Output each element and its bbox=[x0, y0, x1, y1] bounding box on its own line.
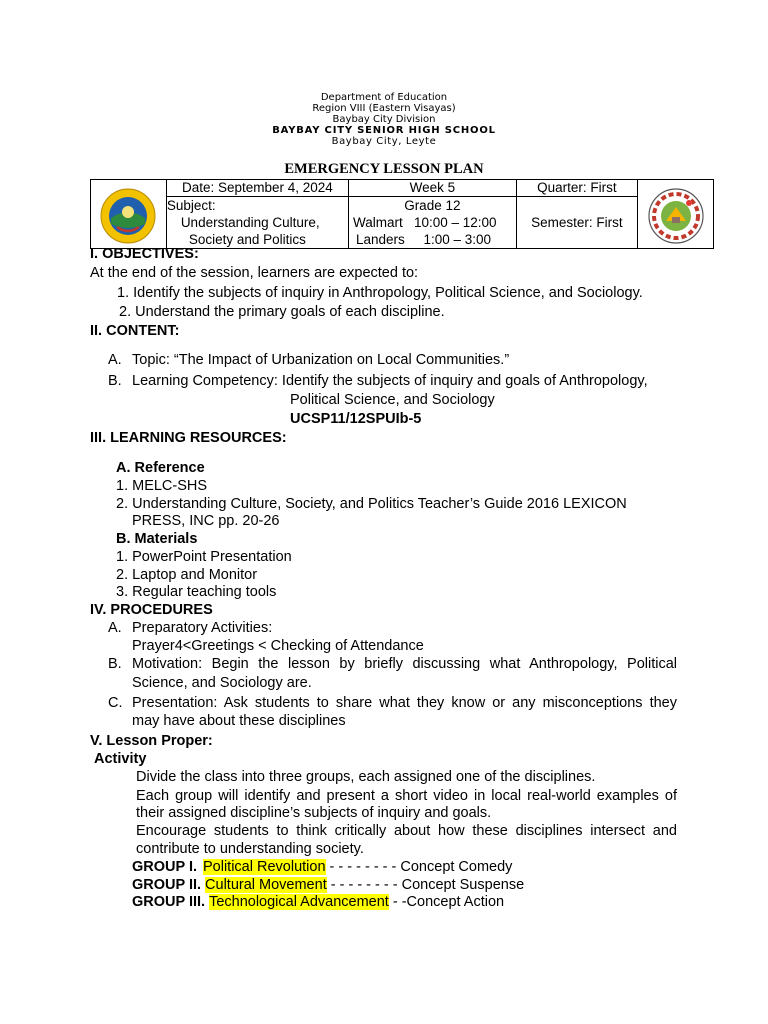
procedure-a-marker: A. bbox=[108, 620, 122, 636]
materials-heading: B. Materials bbox=[116, 531, 198, 547]
competency-code: UCSP11/12SPUIb-5 bbox=[290, 411, 422, 427]
material-item: 1. PowerPoint Presentation bbox=[116, 549, 292, 565]
schedule-cell bbox=[348, 197, 516, 249]
header-department: Department of Education bbox=[320, 92, 448, 103]
group-row bbox=[132, 877, 524, 894]
school-logo-cell bbox=[638, 180, 714, 249]
procedures-heading: IV. PROCEDURES bbox=[90, 602, 213, 618]
lesson-info-table bbox=[90, 179, 714, 249]
lesson-proper-heading: V. Lesson Proper: bbox=[90, 733, 213, 749]
activity-paragraph-3-line1: Encourage students to think critically about how these disciplines intersect and bbox=[136, 823, 677, 839]
group-concept: - -Concept Action bbox=[388, 894, 505, 910]
subject-name-line2: Society and Politics bbox=[188, 232, 306, 247]
group-topic: Technological Advancement bbox=[209, 894, 389, 910]
group-row bbox=[132, 894, 504, 911]
procedure-c-marker: C. bbox=[108, 695, 123, 711]
content-competency-line2: Political Science, and Sociology bbox=[290, 392, 495, 408]
header-school: BAYBAY CITY SENIOR HIGH SCHOOL bbox=[272, 125, 496, 136]
subject-cell bbox=[166, 197, 348, 249]
school-seal-icon bbox=[644, 187, 708, 245]
procedure-motivation-line1: Motivation: Begin the lesson by briefly discussing what Anthropology, Political bbox=[132, 656, 677, 672]
objectives-intro: At the end of the session, learners are expected to: bbox=[90, 265, 419, 281]
group-topic: Political Revolution bbox=[203, 859, 326, 875]
procedure-preparatory: Preparatory Activities: bbox=[132, 620, 273, 636]
schedule-landers: Landers 1:00 – 3:00 bbox=[355, 232, 492, 247]
content-competency-line1: Learning Competency: Identify the subjects of inquiry and goals of Anthropology, bbox=[132, 373, 648, 389]
division-seal-icon bbox=[99, 188, 157, 244]
group-concept: - - - - - - - - Concept Suspense bbox=[326, 877, 525, 893]
activity-paragraph-2-line2: their assigned discipline’s subjects of inquiry and goals. bbox=[136, 805, 492, 821]
header-location: Baybay City, Leyte bbox=[331, 136, 437, 147]
content-b-marker: B. bbox=[108, 373, 122, 389]
group-label: GROUP I. bbox=[132, 859, 197, 875]
objective-item: 2. Understand the primary goals of each discipline. bbox=[119, 304, 445, 320]
quarter-cell: Quarter: First bbox=[516, 180, 637, 197]
reference-heading: A. Reference bbox=[116, 460, 205, 476]
subject-name-line1: Understanding Culture, bbox=[180, 215, 320, 230]
activity-paragraph-1: Divide the class into three groups, each assigned one of the disciplines. bbox=[136, 769, 596, 785]
procedure-presentation-line1: Presentation: Ask students to share what they know or any misconceptions they bbox=[132, 695, 677, 711]
group-concept: - - - - - - - - Concept Comedy bbox=[325, 859, 513, 875]
week-cell: Week 5 bbox=[348, 180, 516, 197]
group-row bbox=[132, 859, 512, 876]
material-item: 3. Regular teaching tools bbox=[116, 584, 277, 600]
objective-item: 1. Identify the subjects of inquiry in Anthropology, Political Science, and Sociology. bbox=[117, 285, 643, 301]
header-region: Region VIII (Eastern Visayas) bbox=[312, 103, 456, 114]
subject-label: Subject: bbox=[166, 198, 216, 213]
objectives-heading: I. OBJECTIVES: bbox=[90, 246, 199, 262]
procedure-presentation-line2: may have about these disciplines bbox=[132, 713, 346, 729]
reference-item: 1. MELC-SHS bbox=[116, 478, 208, 494]
content-topic: Topic: “The Impact of Urbanization on Local Communities.” bbox=[132, 352, 510, 368]
semester-cell: Semester: First bbox=[516, 197, 637, 249]
procedure-motivation-line2: Science, and Sociology are. bbox=[132, 675, 312, 691]
grade-level: Grade 12 bbox=[404, 198, 461, 213]
resources-heading: III. LEARNING RESOURCES: bbox=[90, 430, 287, 446]
procedure-b-marker: B. bbox=[108, 656, 122, 672]
material-item: 2. Laptop and Monitor bbox=[116, 567, 258, 583]
reference-item: 2. Understanding Culture, Society, and Politics Teacher’s Guide 2016 LEXICON bbox=[116, 496, 627, 512]
date-cell: Date: September 4, 2024 bbox=[166, 180, 348, 197]
document-title: EMERGENCY LESSON PLAN bbox=[284, 161, 484, 177]
content-a-marker: A. bbox=[108, 352, 122, 368]
procedure-preparatory-sub: Prayer4<Greetings < Checking of Attendance bbox=[132, 638, 424, 654]
group-topic: Cultural Movement bbox=[205, 877, 327, 893]
group-label: GROUP II. bbox=[132, 877, 202, 893]
activity-paragraph-2-line1: Each group will identify and present a short video in local real-world examples of bbox=[136, 788, 677, 804]
header-division: Baybay City Division bbox=[332, 114, 436, 125]
content-heading: II. CONTENT: bbox=[90, 323, 180, 339]
schedule-walmart: Walmart 10:00 – 12:00 bbox=[352, 215, 497, 230]
reference-item-continued: PRESS, INC pp. 20-26 bbox=[132, 513, 280, 529]
division-logo-cell bbox=[91, 180, 167, 249]
activity-heading: Activity bbox=[94, 751, 147, 767]
group-label: GROUP III. bbox=[132, 894, 206, 910]
activity-paragraph-3-line2: contribute to understanding society. bbox=[136, 841, 364, 857]
